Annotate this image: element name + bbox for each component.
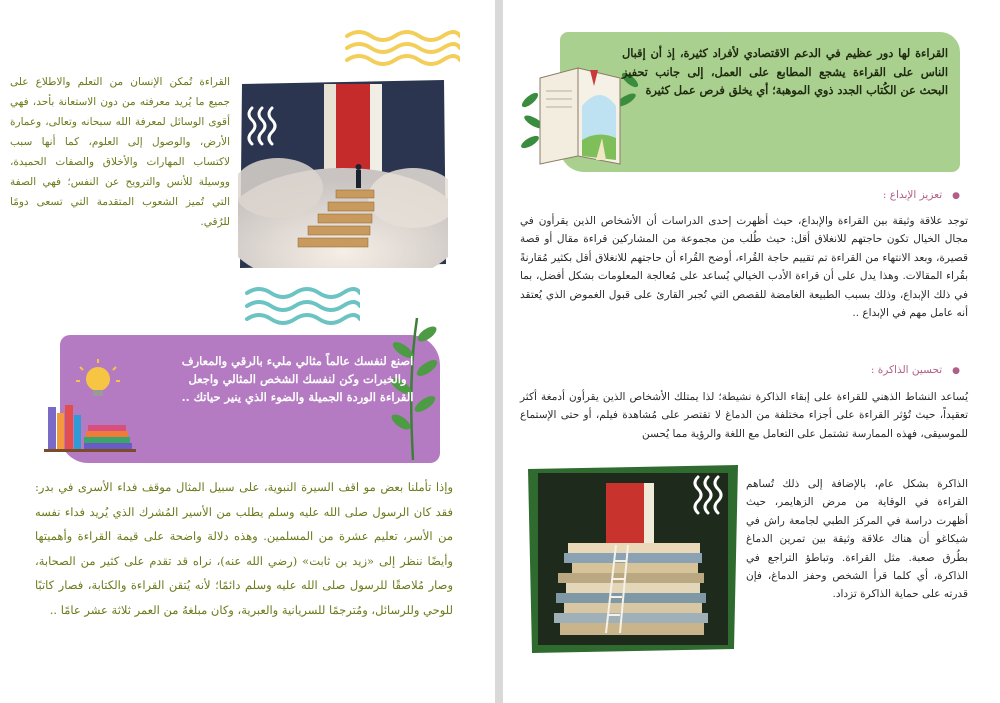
heading-creativity-label: تعزيز الإبداع : (882, 189, 943, 201)
books-ladder-photo (528, 465, 738, 653)
wave-decoration (345, 28, 460, 68)
heading-memory-label: تحسين الذاكرة : (870, 364, 943, 376)
quote-text: اصنع لنفسك عالماً مثالي مليء بالرقي والمعارف والخبرات وكن لنفسك الشخص المثالي واجعل القراءة الوردة الجميلة والضوء الذي ينير حياتك .. (181, 354, 414, 404)
bullet-icon: ● (952, 191, 960, 201)
lightbulb-icon (76, 359, 120, 396)
page-gutter (495, 0, 503, 703)
heading-memory (760, 364, 960, 376)
memory-paragraph: يُساعد النشاط الذهني للقراءة على إبقاء الذاكرة نشيطة؛ لذا يمتلك الأشخاص الذين يقرأون أدمغة أكثر تعقيداً، حيث تُؤثر القراءة على أجزاء مختلفة من الدماغ لا تقتصر على مُشاهدة فيلم، أو حتى الإستماع للموسيقى، فهذه الممارسة تشتمل على التعامل مع اللغة والرؤية مما يُحسن (520, 391, 968, 440)
benefits-paragraph: القراءة تُمكن الإنسان من التعلم والاطلاع على جميع ما يُريد معرفته من دون الاستعانة بأحد، فهي أقوى الوسائل لمعرفة الله سبحانه وتعالى، وعمارة الأرض، والوصول إلى العلوم، كما أنها سبب لاكتساب المهارات والأخلاق والصفات الحميدة، ووسيلة للأنس والترويح عن النفس؛ فهي الصفة التي تُميز الشعوب المتقدمة التي تسعى دومًا للرُقي. (10, 76, 230, 228)
stairs-clouds-photo (238, 78, 448, 268)
memory-paragraph-continued: الذاكرة بشكل عام، بالإضافة إلى ذلك تُساهم القراءة في الوقاية من مرض الزهايمر، حيث أظهرت دراسة في المركز الطبي لجامعة راش في شيكاغو أن هناك علاقة وثيقة بين تمرين الدماغ بطُرق صعبة. مثل القراءة. وتباطؤ التراجع في الذاكرة، أي كلما قرأ الشخص وحفز الدماغ، فإن قدرته على حماية الذاكرة تزداد. (746, 478, 968, 601)
green-note-text: القراءة لها دور عظيم في الدعم الاقتصادي لأفراد كثيرة، إذ أن إقبال الناس على القراءة يشجع المطابع على العمل، إلى جانب تحفيز البحث عن الكُتاب الجدد ذوي الموهبة؛ أي يخلق فرص عمل كثيرة (622, 46, 948, 98)
sira-paragraph: وإذا تأملنا بعض مو اقف السيرة النبوية، على سبيل المثال موقف فداء الأسرى في بدر: فقد كان الرسول صلى الله عليه وسلم يطلب من الأسير المُشرك الذي يُريد فداء نفسه من الأسر، تعليم عشرة من المسلمين. وهذه دلالة واضحة على قيمة القراءة وأهميتها وأيضًا ننظر إلى «زيد بن ثابت» (رضي الله عنه)، نراه قد تقدم على كثير من الصحابة، وصار مُلاصقًا للرسول صلى الله عليه وسلم دائمًا؛ لأنه يُتقن القراءة والكتابة، فصار كاتبًا للوحي وللرسائل، ومُترجمًا للسريانية والعبرية، وكان مبلغهُ من العمر ثلاثة عشر عامًا .. (35, 480, 453, 617)
bullet-icon: ● (952, 366, 960, 376)
heading-creativity (760, 189, 960, 201)
books-stack-icon (40, 355, 140, 455)
wave-decoration (245, 285, 360, 327)
creativity-paragraph: توجد علاقة وثيقة بين القراءة والإبداع، حيث أظهرت إحدى الدراسات أن الأشخاص الذين يقرأون في مجال الخيال تكون حاجتهم للانغلاق أقل: حيث طُلب من مجموعة من المشاركين قراءة مقال أو قصة قصيرة، وبعد الانتهاء من القراءة تم تقييم حاجة القُراء، أوضح القُراء أن حاجتهم للانغلاق أقل بكثير مُقارنةً بقُراء المقالات. وهذا يدل على أن قراءة الأدب الخيالي يُساعد على مُعالجة المعلومات بشكل أفضل، بما في ذلك الإبداع، وذلك بسبب الطبيعة الغامضة للقصص التي تُجبر القارئ على قبول الغموض الذي يُعتقد أنه عامل مهم في الإبداع .. (520, 215, 968, 320)
